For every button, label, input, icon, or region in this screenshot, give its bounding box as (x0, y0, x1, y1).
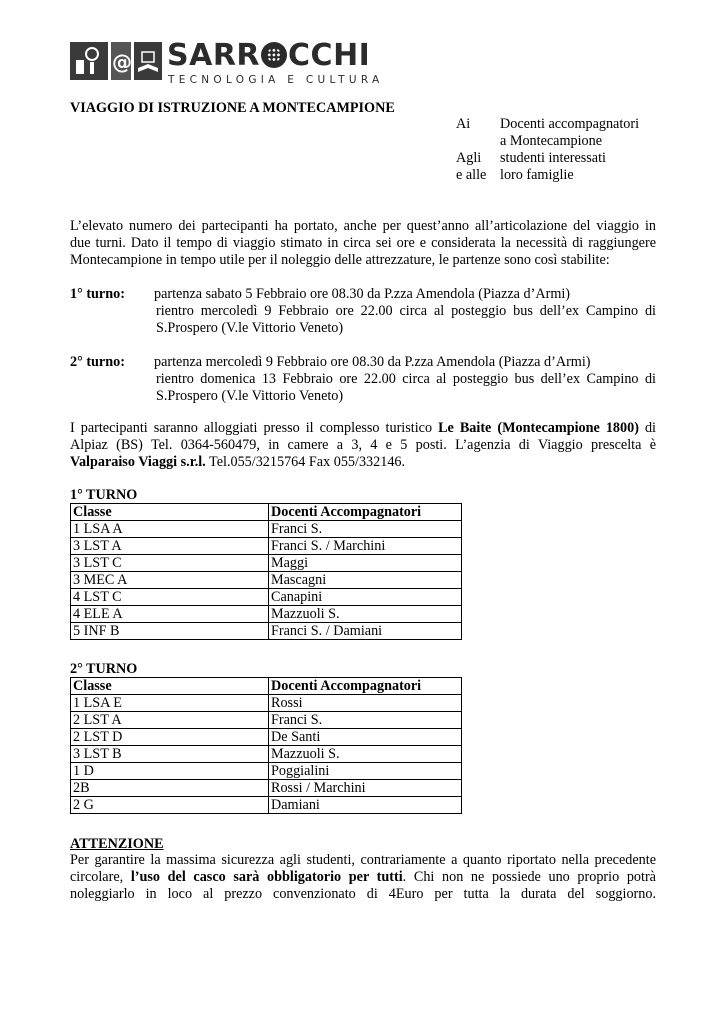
svg-text:@: @ (112, 50, 131, 74)
table-row: 2 G Damiani (71, 797, 462, 814)
table-1-heading: 1° TURNO (70, 487, 138, 503)
turn-2-return: rientro domenica 13 Febbraio ore 22.00 circa al posteggio bus dell’ex Campino di (156, 371, 656, 387)
document-title: VIAGGIO DI ISTRUZIONE A MONTECAMPIONE (70, 100, 395, 116)
table-row: 3 LST B Mazzuoli S. (71, 746, 462, 763)
column-header-classe: Classe (71, 504, 269, 521)
table-row: 3 LST C Maggi (71, 555, 462, 572)
logo-tile-at-icon (111, 42, 131, 80)
table-row: 3 MEC A Mascagni (71, 572, 462, 589)
table-row: 1 LSA E Rossi (71, 695, 462, 712)
column-header-docenti: Docenti Accompagnatori (269, 678, 462, 695)
table-2-heading: 2° TURNO (70, 661, 138, 677)
hotel-name: Le Baite (Montecampione 1800) (438, 420, 639, 436)
table-row: 2B Rossi / Marchini (71, 780, 462, 797)
column-header-classe: Classe (71, 678, 269, 695)
table-row: 2 LST A Franci S. (71, 712, 462, 729)
turn-2-label: 2° turno: (70, 354, 125, 370)
turn-2-table (70, 677, 462, 814)
turn-2-return-place: S.Prospero (V.le Vittorio Veneto) (156, 388, 344, 404)
agency-name: Valparaiso Viaggi s.r.l. (70, 454, 206, 470)
helmet-requirement: l’uso del casco sarà obbligatorio per tutti (130, 869, 403, 885)
attention-paragraph: Per garantire la massima sicurezza agli studenti, contrariamente a quanto riportato nella precedente circolare, l’uso del casco sarà obbligatorio per tutti. Chi non ne possiede uno proprio potrà noleggiarlo in loco al prezzo convenzionato di 4Euro per tutta la durata del soggiorno. (70, 852, 656, 902)
turn-1-departure: partenza sabato 5 Febbraio ore 08.30 da P.zza Amendola (Piazza d’Armi) (154, 286, 571, 302)
turn-1-return: rientro mercoledì 9 Febbraio ore 22.00 circa al posteggio bus dell’ex Campino di (156, 303, 656, 319)
table-row: 2 LST D De Santi (71, 729, 462, 746)
table-row: 4 LST C Canapini (71, 589, 462, 606)
lodging-paragraph: I partecipanti saranno alloggiati presso il complesso turistico Le Baite (Montecampione 1800) di Alpiaz (BS) Tel. 0364-560479, in camere a 3, 4 e 5 posti. L’agenzia di Viaggio prescelta è Valparaiso Viaggi s.r.l. Tel.055/3215764 Fax 055/332146. (70, 420, 656, 470)
turn-1-return-place: S.Prospero (V.le Vittorio Veneto) (156, 320, 344, 336)
table-row: 5 INF B Franci S. / Damiani (71, 623, 462, 640)
school-logo (70, 38, 384, 86)
logo-tagline: TECNOLOGIA E CULTURA (168, 74, 384, 86)
column-header-docenti: Docenti Accompagnatori (269, 504, 462, 521)
table-row: 1 LSA A Franci S. (71, 521, 462, 538)
turn-1-table (70, 503, 462, 640)
table-row: 3 LST A Franci S. / Marchini (71, 538, 462, 555)
table-row: 4 ELE A Mazzuoli S. (71, 606, 462, 623)
turn-1-label: 1° turno: (70, 286, 125, 302)
logo-wordmark: SARR CCHI (167, 38, 371, 73)
logo-tile-tools-icon (70, 42, 108, 80)
intro-paragraph: L’elevato numero dei partecipanti ha portato, anche per quest’anno all’articolazione del viaggio in due turni. Dato il tempo di viaggio stimato in circa sei ore e considerata la necessità di raggiungere Montecampione in tempo utile per il noleggio delle attrezzature, le partenze sono così stabilite: (70, 218, 656, 268)
logo-tile-book-icon (134, 42, 162, 80)
logo-dotted-o-icon (261, 42, 287, 68)
attention-heading: ATTENZIONE (70, 836, 164, 852)
table-header-row (71, 678, 462, 695)
table-row: 1 D Poggialini (71, 763, 462, 780)
turn-2-departure: partenza mercoledì 9 Febbraio ore 08.30 da P.zza Amendola (Piazza d’Armi) (154, 354, 591, 370)
table-header-row (71, 504, 462, 521)
